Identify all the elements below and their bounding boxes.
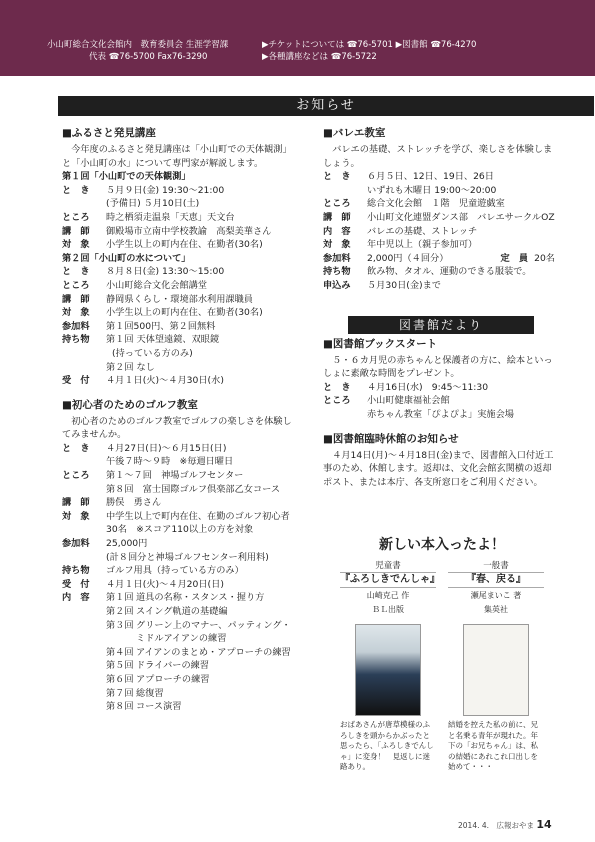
label: と き [62,184,90,196]
items-row [62,333,292,347]
schedule-text: コース演習 [136,701,182,713]
value: 第１～７回 神場ゴルフセンター [106,470,244,482]
value: 小学生以上の町内在住、在勤者(30名) [106,239,263,251]
value: ４月１日(火)～４月30日(水) [106,375,224,387]
g-fee-row [62,537,292,551]
label: ところ [62,211,90,223]
header-line1: 小山町総合文化会館内 教育委員会 生涯学習課 [47,40,229,50]
label: と き [62,266,90,278]
right-column [323,126,555,489]
session1-title: 第１回「小山町での天体観測」 [62,171,191,183]
header-bar [0,0,595,76]
s1-date-row [62,184,292,198]
label: 参加料 [62,320,90,332]
b-apply-row [323,279,555,293]
schedule-num: 第６回 [106,673,134,685]
g-place2: 第８回 富士国際ゴルフ倶楽部乙女コース [106,483,281,495]
g-items-row [62,564,292,578]
new-books-section [336,536,548,771]
section-banner-oshirase: お知らせ [58,96,594,116]
schedule-num: 第３回 [106,619,134,631]
value: ８月８日(金) 13:30～15:00 [106,266,225,278]
label: 講 師 [323,211,351,223]
b-content-row [323,225,555,239]
label: ところ [62,279,90,291]
g-date-row [62,442,292,456]
label: 内 容 [62,592,90,604]
schedule-text: スイング軌道の基礎編 [136,606,228,617]
schedule-num: 第４回 [106,646,134,658]
book-cover-image [463,624,529,716]
label: と き [323,171,351,183]
bs-date-row [323,381,555,395]
b-date-row [323,170,555,184]
s2-date-row [62,265,292,279]
label: 対 象 [62,510,90,522]
schedule-text: アプローチの練習 [136,673,210,685]
golf-intro: 初心者のためのゴルフ教室でゴルフの楽しさを体験してみませんか。 [62,415,292,441]
library-banner: 図書館だより [348,316,534,334]
capacity-value: 20名 [534,252,555,264]
value: 時之栖須走温泉「天恵」天文台 [106,211,235,223]
fee-row [62,320,292,334]
value: 勝俣 勇さん [106,497,162,509]
s1-target-row [62,238,292,252]
label: 申込み [323,279,351,291]
bs-place-row [323,394,555,408]
s2-place-row [62,279,292,293]
label: 講 師 [62,293,90,305]
page-number: 14 [536,818,552,831]
book-author: 山崎克己 作 [366,591,410,600]
bookstart-title: ■図書館ブックスタート [323,337,438,350]
session2-title: 第２回「小山町の水について」 [62,252,191,264]
ballet-title: ■バレエ教室 [323,127,386,139]
g-place-row [62,469,292,483]
book-publisher: ＢＬ出版 [372,605,404,614]
value: バレエの基礎、ストレッチ [367,225,478,237]
value: ４月27日(日)～６月15日(日) [106,442,227,454]
value: 小山町健康福祉会館 [367,395,450,407]
schedule-item [106,646,292,660]
schedule-text: ドライバーの練習 [136,660,210,672]
value: ４月１日(火)～４月20日(日) [106,578,224,590]
schedule-num: 第８回 [106,701,134,713]
g-reception-row [62,578,292,592]
schedule-item [106,687,292,701]
b-date2: いずれも木曜日 19:00～20:00 [367,184,497,196]
s2-lecturer-row [62,293,292,307]
value: 第１回500円、第２回無料 [106,320,216,332]
book-blurb: おばあさんが唐草模様のふろしきを頭からかぶったと思ったら、「ふろしきでんしゃ」に変身！ 見返しに迷路あり。 [340,720,434,771]
reception-row [62,374,292,388]
b-items-row [323,265,555,279]
items2: (持っている方のみ) [112,347,193,359]
b-fee-row [323,252,555,266]
b-lecturer-row [323,211,555,225]
label: 講 師 [62,497,90,509]
capacity-label: 定 員 [500,252,529,264]
label: 対 象 [62,307,90,319]
value: 第１回 天体望遠鏡、双眼鏡 [106,334,220,346]
g-target-row [62,510,299,537]
page-footer [458,818,552,831]
label: 参加料 [323,252,351,264]
label: 対 象 [62,239,90,251]
schedule-item [106,659,292,673]
left-column [62,126,299,714]
schedule-text: グリーン上のマナー、パッティング・ミドルアイアンの練習 [136,619,291,645]
schedule-num: 第２回 [106,606,134,617]
label: 対 象 [323,239,351,251]
schedule-num: 第７回 [106,687,134,699]
value: ゴルフ用具（持っている方のみ） [106,565,244,577]
furusato-title: ■ふるさと発見講座 [62,127,156,139]
bs-place2: 赤ちゃん教室「ぴよぴよ」実施会場 [367,408,514,420]
value: 25,000円 [106,538,148,550]
label: と き [62,442,90,454]
book-1 [340,560,440,773]
value: 年中児以上（親子参加可） [367,239,478,251]
schedule-text: 総復習 [136,687,164,699]
header-r1: ▶チケットについては ☎76-5701 ▶図書館 ☎76-4270 [262,40,477,50]
label: 参加料 [62,538,90,550]
label: 受 付 [62,578,90,590]
value: 飲み物、タオル、運動のできる服装で。 [367,266,532,278]
label: 受 付 [62,375,90,387]
value: ６月５日、12日、19日、26日 [367,171,494,183]
label: ところ [323,198,351,210]
book-title: 『ふろしきでんしゃ』 [340,572,436,588]
furusato-intro: 今年度のふるさと発見講座は「小山町での天体観測」と「小山町の水」について専門家が解説します。 [62,144,292,169]
schedule-num: 第５回 [106,660,134,672]
g-content-row [62,591,292,713]
value: 小山町文化連盟ダンス部 バレエサークルOZ [367,211,555,223]
label: と き [323,381,351,393]
value: 静岡県くらし・環境部水利用課職員 [106,293,253,305]
value: ４月16日(水) 9:45～11:30 [367,381,489,393]
label: 持ち物 [62,334,90,346]
s1-date2: (予備日) ５月10日(土) [106,198,200,210]
value: ５月９日(金) 19:30～21:00 [106,184,225,196]
golf-title: ■初心者のためのゴルフ教室 [62,398,198,411]
label: 内 容 [323,225,351,237]
header-r2: ▶各種講座などは ☎76-5722 [262,52,377,62]
value: ５月30日(金)まで [367,279,441,291]
ballet-intro: バレエの基礎、ストレッチを学び、楽しさを体験しましょう。 [323,144,553,169]
schedule-item [106,619,292,646]
s2-target-row [62,306,292,320]
g-lecturer-row [62,496,292,510]
s1-lecturer-row [62,225,292,239]
g-date2: 午後７時～９時 ※毎週日曜日 [106,456,234,468]
label: 持ち物 [323,266,351,278]
value: 総合文化会館 １階 児童遊戯室 [367,198,505,210]
label: ところ [323,395,351,407]
value: 2,000円（４回分） [367,252,449,264]
book-category: 児童書 [375,561,401,571]
book-title: 『春、戻る』 [448,572,544,588]
schedule-item [106,605,292,619]
value: 小山町総合文化会館講堂 [106,279,208,291]
schedule-item [106,700,292,714]
b-place-row [323,197,555,211]
b-target-row [323,238,555,252]
closure-text: ４月14日(月)～４月18日(金)まで、図書館入口付近工事のため、休館します。返却は、文化会館玄関横の返却ポスト、または本庁、各支所窓口をご利用ください。 [323,449,554,488]
g-fee2: (計８回分と神場ゴルフセンター利用料) [106,551,269,563]
s1-place-row [62,211,292,225]
schedule-item [106,591,292,605]
schedule-text: 道具の名称・スタンス・握り方 [136,592,265,604]
header-contact [47,39,228,63]
golf-schedule-list [106,591,292,713]
book-category: 一般書 [483,561,509,571]
issue-label: 2014. 4. 広報おやま [458,821,535,830]
bookstart-intro: ５・６カ月児の赤ちゃんと保護者の方に、絵本といっしょに素敵な時間をプレゼント。 [323,354,553,380]
closure-title: ■図書館臨時休館のお知らせ [323,432,459,445]
new-books-title: 新しい本入ったよ！ [379,537,505,553]
value: 御殿場市立南中学校教諭 高梨美華さん [106,225,272,237]
schedule-item [106,673,292,687]
label: 持ち物 [62,565,90,577]
book-publisher: 集英社 [484,605,508,614]
items3: 第２回 なし [106,361,155,373]
label: 講 師 [62,225,90,237]
header-line2: 代表 ☎76-5700 Fax76-3290 [89,52,208,62]
book-2 [448,560,544,773]
header-phones [262,39,476,63]
book-blurb: 結婚を控えた私の前に、兄と名乗る青年が現れた。年下の「お兄ちゃん」は、私の結婚にあれこれ口出しを始めて・・・ [448,720,538,771]
book-cover-image [355,624,421,716]
book-author: 瀬尾まいこ 著 [470,591,522,600]
label: ところ [62,470,90,482]
value: 小学生以上の町内在住、在勤者(30名) [106,307,263,319]
value: 中学生以上で町内在住、在勤のゴルフ初心者 30名 ※スコア110以上の方を対象 [106,510,299,536]
schedule-num: 第１回 [106,592,134,604]
schedule-text: アイアンのまとめ・アプローチの練習 [136,646,291,658]
